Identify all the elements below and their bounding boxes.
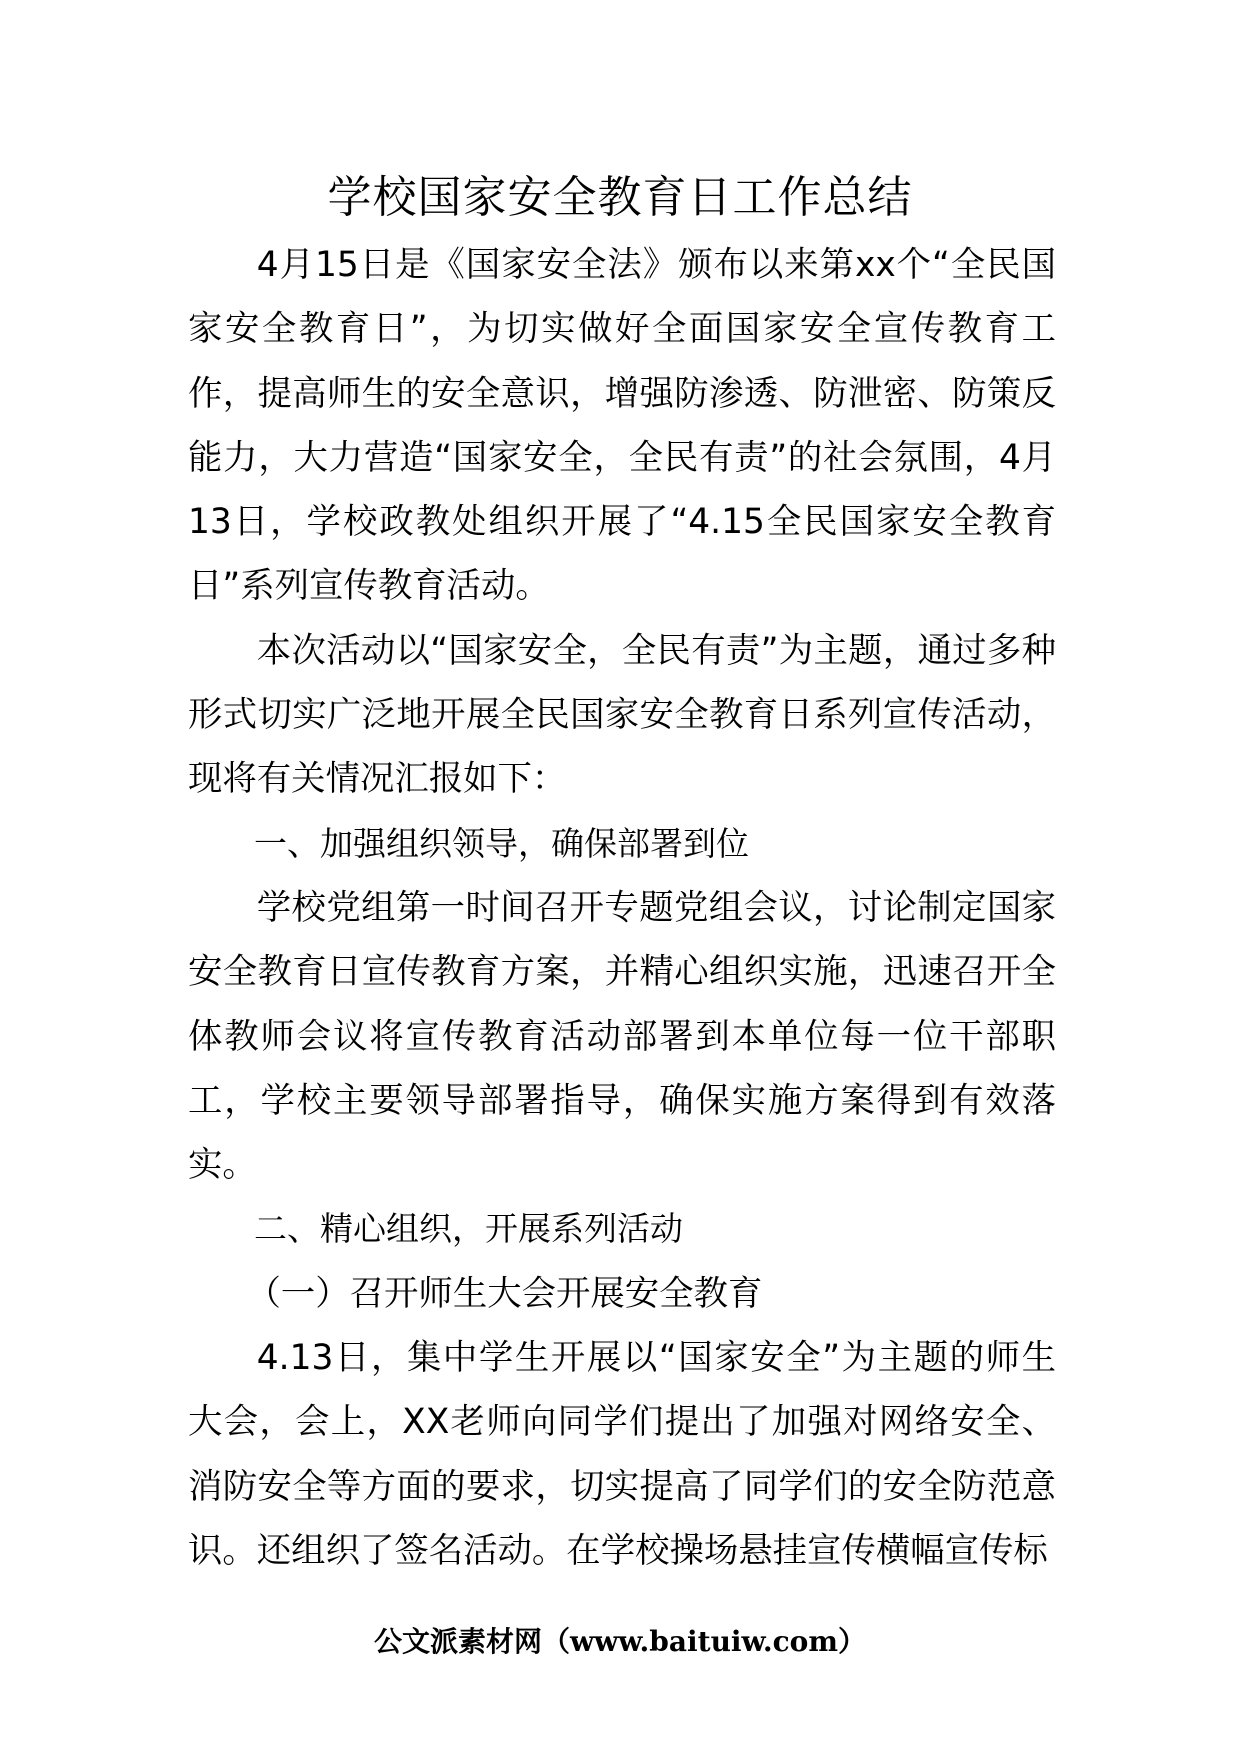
footer-source: 公文派素材网（www.baituiw.com） <box>374 1625 866 1658</box>
section-2-heading: 二、精心组织，开展系列活动 <box>254 1209 683 1249</box>
overview-paragraph: 本次活动以“国家安全，全民有责”为主题，通过多种形式切实广泛地开展全民国家安全教育日系列宣传活动，现将有关情况汇报如下： <box>188 630 1056 800</box>
document-body <box>188 233 1056 1583</box>
section-2-paragraph: 4.13日，集中学生开展以“国家安全”为主题的师生大会，会上，XX老师向同学们提出了加强对网络安全、消防安全等方面的要求，切实提高了同学们的安全防范意识。还组织了签名活动。在学校操场悬挂宣传横幅宣传标 <box>188 1338 1056 1571</box>
page-title: 学校国家安全教育日工作总结 <box>327 172 913 223</box>
section-1-heading: 一、加强组织领导，确保部署到位 <box>254 823 749 863</box>
section-2-subheading: （一）召开师生大会开展安全教育 <box>246 1273 763 1314</box>
section-1-paragraph: 学校党组第一时间召开专题党组会议，讨论制定国家安全教育日宣传教育方案，并精心组织实施，迅速召开全体教师会议将宣传教育活动部署到本单位每一位干部职工，学校主要领导部署指导，确保实施方案得到有效落实。 <box>188 887 1056 1186</box>
intro-paragraph: 4月15日是《国家安全法》颁布以来第xx个“全民国家安全教育日”，为切实做好全面国家安全宣传教育工作，提高师生的安全意识，增强防渗透、防泄密、防策反能力，大力营造“国家安全，全民有责”的社会氛围，4月13日，学校政教处组织开展了“4.15全民国家安全教育日”系列宣传教育活动。 <box>188 245 1056 607</box>
